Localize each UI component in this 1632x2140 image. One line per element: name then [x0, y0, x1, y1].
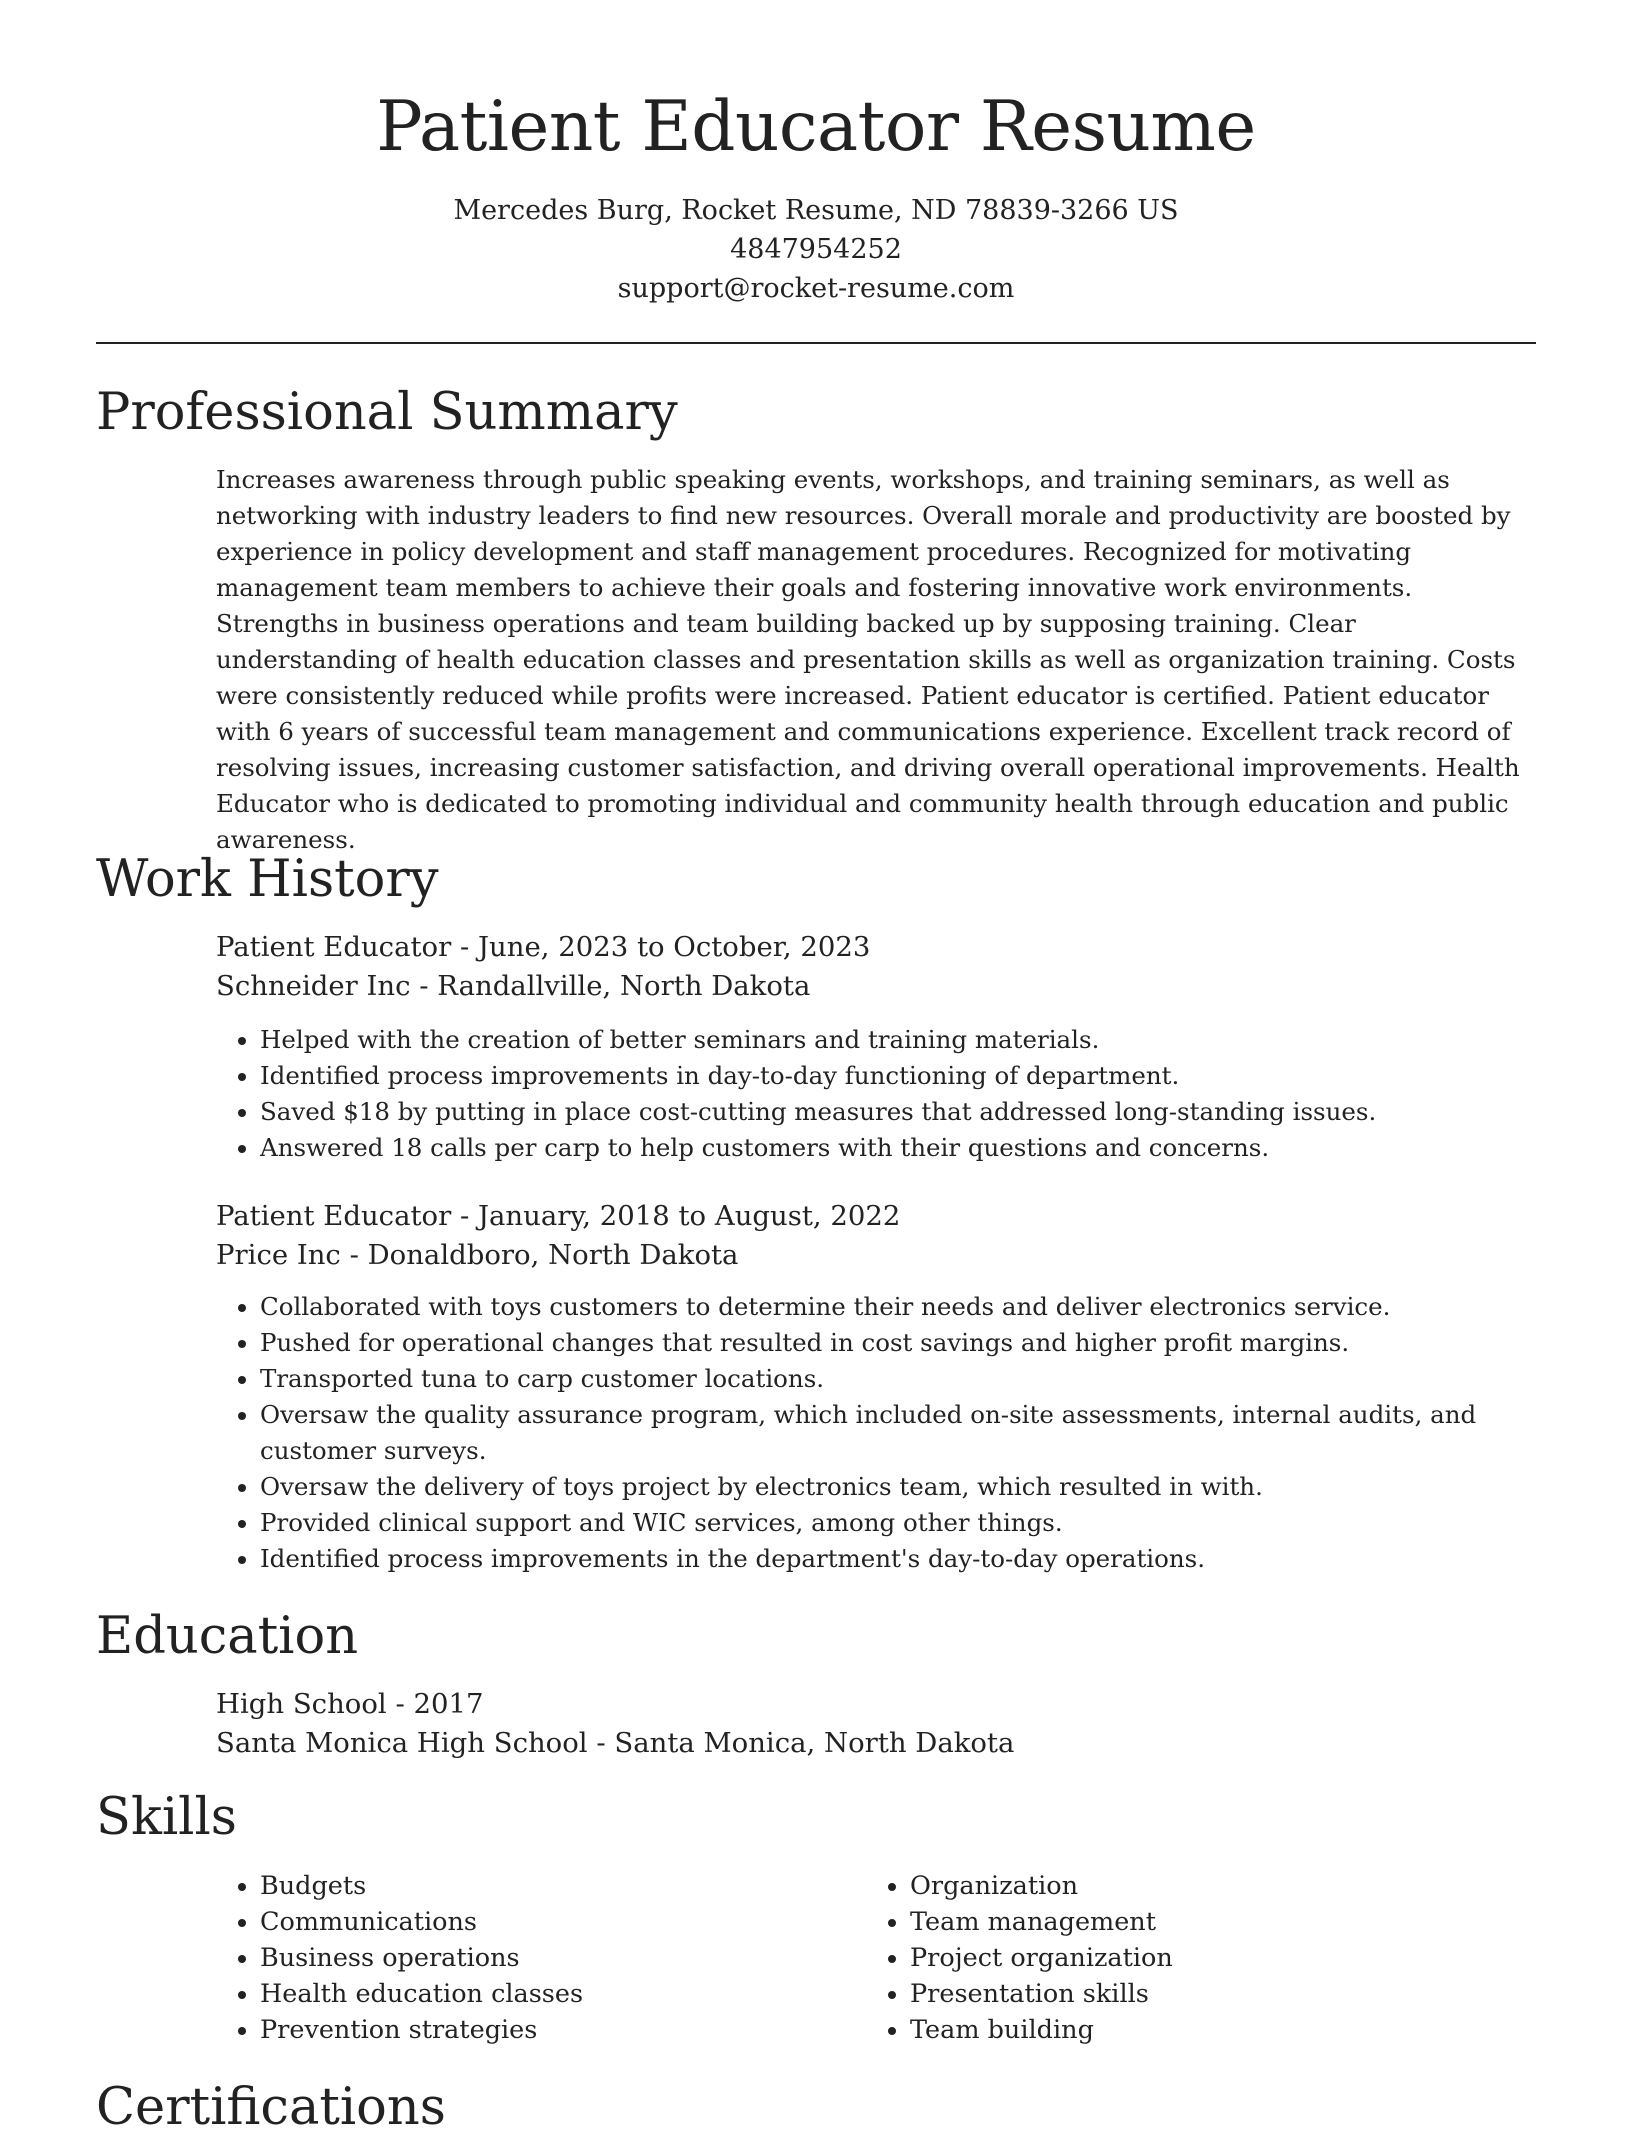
job-company: Price Inc: [216, 1239, 341, 1271]
list-item: • Identified process improvements in the department's day-to-day operations.: [260, 1541, 1536, 1577]
list-item: • Health education classes: [260, 1976, 856, 2012]
job-bullets: [216, 1022, 1536, 1166]
list-item: • Communications: [260, 1904, 856, 1940]
job-company: Schneider Inc: [216, 970, 411, 1002]
list-item: • Saved $18 by putting in place cost-cutting measures that addressed long-standing issues.: [260, 1094, 1536, 1130]
job-title: Patient Educator: [216, 1200, 452, 1232]
work-history-heading: Work History: [96, 850, 439, 909]
list-item: • Presentation skills: [910, 1976, 1506, 2012]
education-school-line: [216, 1724, 1536, 1763]
contact-email: support@rocket-resume.com: [617, 273, 1015, 304]
header-divider: [96, 342, 1536, 344]
job-location: - Donaldboro, North Dakota: [340, 1239, 739, 1271]
list-item: • Pushed for operational changes that resulted in cost savings and higher profit margins.: [260, 1325, 1536, 1361]
education-degree-line: [216, 1685, 1536, 1724]
contact-address: Mercedes Burg, Rocket Resume, ND 78839-3266 US: [453, 195, 1179, 226]
contact-phone: 4847954252: [730, 234, 902, 265]
job-entry: [216, 928, 1536, 1166]
job-title: Patient Educator: [216, 931, 452, 963]
list-item: • Prevention strategies: [260, 2012, 856, 2048]
education-heading: Education: [96, 1607, 359, 1666]
list-item: • Provided clinical support and WIC services, among other things.: [260, 1505, 1536, 1541]
education-degree: High School: [216, 1688, 387, 1720]
job-dates: - January, 2018 to August, 2022: [451, 1200, 901, 1232]
job-dates: - June, 2023 to October, 2023: [451, 931, 871, 963]
summary-section: [216, 462, 1536, 858]
job-title-line: [216, 1197, 1536, 1236]
job-location: - Randallville, North Dakota: [410, 970, 811, 1002]
education-year: - 2017: [386, 1688, 484, 1720]
skills-list: [866, 1868, 1506, 2048]
list-item: • Team management: [910, 1904, 1506, 1940]
list-item: • Identified process improvements in day-to-day functioning of department.: [260, 1058, 1536, 1094]
skills-list: [216, 1868, 856, 2048]
education-entry: [216, 1685, 1536, 1763]
list-item: • Team building: [910, 2012, 1506, 2048]
list-item: • Business operations: [260, 1940, 856, 1976]
education-location: - Santa Monica, North Dakota: [587, 1727, 1015, 1759]
list-item: • Oversaw the quality assurance program, which included on-site assessments, internal audits, and customer surveys.: [260, 1397, 1536, 1469]
summary-text: Increases awareness through public speaking events, workshops, and training seminars, as well as networking with industry leaders to find new resources. Overall morale and productivity are boosted by experience in policy development and staff management procedures. Recognized for motivating management team members to achieve their goals and fostering innovative work environments. Strengths in business operations and team building backed up by supposing training. Clear understanding of health education classes and presentation skills as well as organization training. Costs were consistently reduced while profits were increased. Patient educator is certified. Patient educator with 6 years of successful team management and communications experience. Excellent track record of resolving issues, increasing customer satisfaction, and driving overall operational improvements. Health Educator who is dedicated to promoting individual and community health through education and public awareness.: [216, 465, 1520, 854]
list-item: • Transported tuna to carp customer locations.: [260, 1361, 1536, 1397]
job-company-line: [216, 1236, 1536, 1275]
certifications-heading: Certifications: [96, 2078, 446, 2137]
list-item: • Organization: [910, 1868, 1506, 1904]
contact-info: [96, 191, 1536, 308]
skills-column-left: [216, 1868, 856, 2048]
summary-heading: Professional Summary: [96, 383, 678, 442]
list-item: • Helped with the creation of better seminars and training materials.: [260, 1022, 1536, 1058]
skills-column-right: [866, 1868, 1506, 2048]
job-company-line: [216, 967, 1536, 1006]
skills-heading: Skills: [96, 1788, 237, 1847]
list-item: • Answered 18 calls per carp to help customers with their questions and concerns.: [260, 1130, 1536, 1166]
job-entry: [216, 1197, 1536, 1577]
job-title-line: [216, 928, 1536, 967]
list-item: • Project organization: [910, 1940, 1506, 1976]
education-school: Santa Monica High School: [216, 1727, 588, 1759]
job-bullets: [216, 1289, 1536, 1577]
resume-title: Patient Educator Resume: [376, 87, 1256, 167]
list-item: • Collaborated with toys customers to determine their needs and deliver electronics service.: [260, 1289, 1536, 1325]
list-item: • Oversaw the delivery of toys project by electronics team, which resulted in with.: [260, 1469, 1536, 1505]
list-item: • Budgets: [260, 1868, 856, 1904]
